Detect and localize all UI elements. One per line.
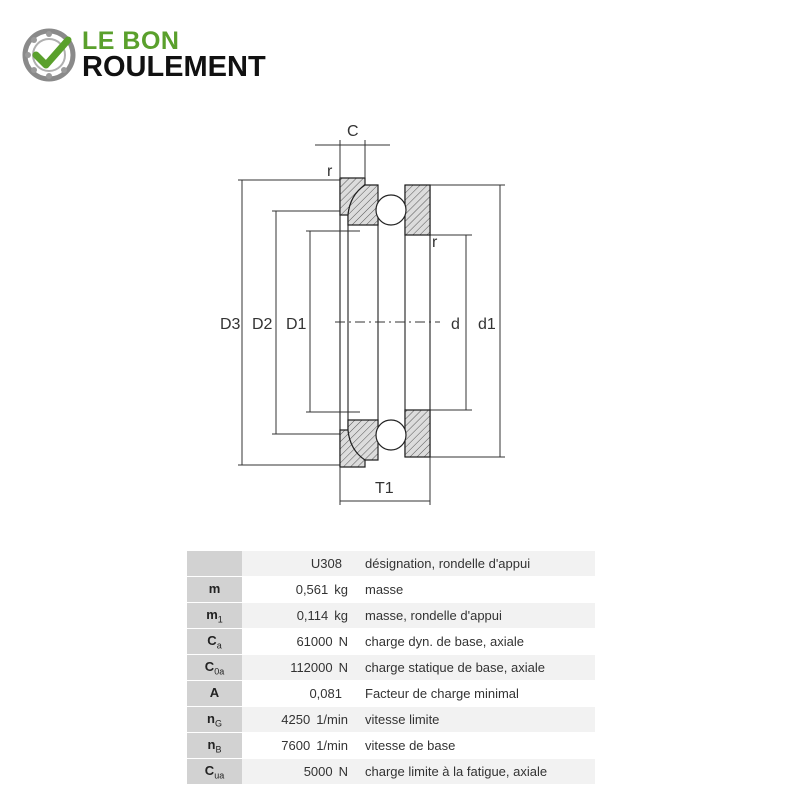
spec-description: désignation, rondelle d'appui: [352, 551, 595, 577]
label-r-right: r: [432, 234, 438, 251]
spec-value: 5000 N: [242, 759, 352, 785]
brand-logo: [22, 26, 302, 84]
logo-text-le-bon: LE BON: [82, 27, 180, 55]
label-t1: T1: [375, 480, 394, 497]
spec-description: charge dyn. de base, axiale: [352, 629, 595, 655]
spec-description: Facteur de charge minimal: [352, 681, 595, 707]
label-c: C: [347, 123, 359, 140]
spec-symbol: $m_1$: [187, 603, 242, 629]
spec-row: [187, 681, 595, 707]
spec-symbol: m: [187, 577, 242, 603]
spec-symbol: [187, 551, 242, 577]
spec-row: [187, 733, 595, 759]
spec-row: [187, 603, 595, 629]
bearing-drawing: [200, 115, 530, 510]
spec-symbol: $n_G$: [187, 707, 242, 733]
spec-description: vitesse de base: [352, 733, 595, 759]
logo-text-roulement: ROULEMENT: [82, 51, 266, 83]
spec-value: 61000 N: [242, 629, 352, 655]
bearing-cross-section-svg: [200, 115, 530, 510]
bearing-check-icon: [22, 28, 76, 82]
spec-row: [187, 707, 595, 733]
spec-row: [187, 577, 595, 603]
spec-symbol: $n_B$: [187, 733, 242, 759]
label-d1-inner: d1: [478, 316, 496, 333]
spec-table: [187, 551, 595, 785]
label-d2: D2: [252, 316, 273, 333]
spec-value: 7600 1/min: [242, 733, 352, 759]
spec-row: [187, 759, 595, 785]
spec-row: [187, 629, 595, 655]
spec-symbol: A: [187, 681, 242, 707]
spec-value: 4250 1/min: [242, 707, 352, 733]
spec-row: [187, 655, 595, 681]
spec-value: 0,114 kg: [242, 603, 352, 629]
spec-description: masse, rondelle d'appui: [352, 603, 595, 629]
spec-description: charge limite à la fatigue, axiale: [352, 759, 595, 785]
spec-value: 112000 N: [242, 655, 352, 681]
spec-description: charge statique de base, axiale: [352, 655, 595, 681]
label-d3: D3: [220, 316, 241, 333]
spec-symbol: $C_{0a}$: [187, 655, 242, 681]
spec-symbol: $C_{ua}$: [187, 759, 242, 785]
spec-row: [187, 551, 595, 577]
label-d: d: [451, 316, 460, 333]
spec-symbol: $C_a$: [187, 629, 242, 655]
spec-value: 0,081: [242, 681, 352, 707]
spec-description: vitesse limite: [352, 707, 595, 733]
spec-value: U308: [242, 551, 352, 577]
spec-value: 0,561 kg: [242, 577, 352, 603]
label-r-top: r: [327, 163, 333, 180]
label-d1-outer: D1: [286, 316, 307, 333]
spec-description: masse: [352, 577, 595, 603]
